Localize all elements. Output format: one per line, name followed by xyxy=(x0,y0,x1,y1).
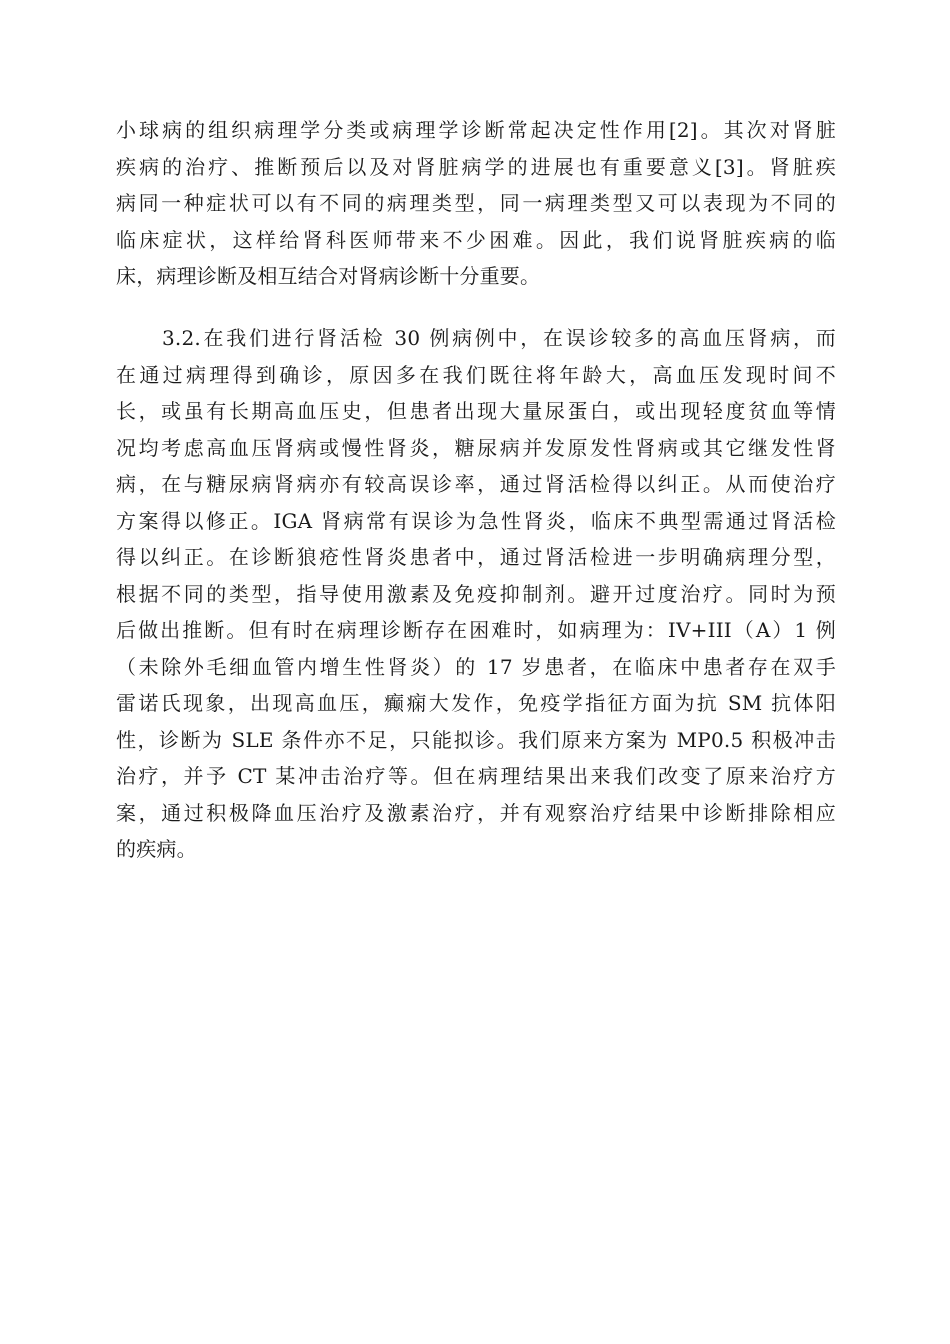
paragraph-line: 得以纠正。在诊断狼疮性肾炎患者中，通过肾活检进一步明确病理分型， xyxy=(116,545,836,569)
paragraph-line: 病，在与糖尿病肾病亦有较高误诊率，通过肾活检得以纠正。从而使治疗 xyxy=(116,472,836,496)
paragraph-line: 后做出推断。但有时在病理诊断存在困难时，如病理为：IV+III（A）1 例 xyxy=(116,618,836,642)
paragraph-2 xyxy=(116,320,836,868)
paragraph-line: 长，或虽有长期高血压史，但患者出现大量尿蛋白，或出现轻度贫血等情 xyxy=(116,399,836,423)
paragraph-line: 床，病理诊断及相互结合对肾病诊断十分重要。 xyxy=(116,264,541,288)
paragraph-line: 况均考虑高血压肾病或慢性肾炎，糖尿病并发原发性肾病或其它继发性肾 xyxy=(116,435,836,460)
paragraph-line: 小球病的组织病理学分类或病理学诊断常起决定性作用[2]。其次对肾脏 xyxy=(116,118,836,142)
paragraph-line: 3.2.在我们进行肾活检 30 例病例中，在误诊较多的高血压肾病，而 xyxy=(162,326,836,350)
paragraph-line: 的疾病。 xyxy=(116,837,197,861)
paragraph-line: 方案得以修正。IGA 肾病常有误诊为急性肾炎，临床不典型需通过肾活检 xyxy=(116,508,836,533)
paragraph-line: 治疗，并予 CT 某冲击治疗等。但在病理结果出来我们改变了原来治疗方 xyxy=(116,764,836,788)
paragraph-line: 案，通过积极降血压治疗及激素治疗，并有观察治疗结果中诊断排除相应 xyxy=(116,800,836,825)
paragraph-line: 临床症状，这样给肾科医师带来不少困难。因此，我们说肾脏疾病的临 xyxy=(116,227,836,252)
paragraph-line: 性，诊断为 SLE 条件亦不足，只能拟诊。我们原来方案为 MP0.5 积极冲击 xyxy=(116,727,836,752)
paragraph-1 xyxy=(116,112,836,295)
paragraph-line: （未除外毛细血管内增生性肾炎）的 17 岁患者，在临床中患者存在双手 xyxy=(116,654,836,679)
paragraph-line: 疾病的治疗、推断预后以及对肾脏病学的进展也有重要意义[3]。肾脏疾 xyxy=(116,154,836,179)
paragraph-line: 在通过病理得到确诊，原因多在我们既往将年龄大，高血压发现时间不 xyxy=(116,362,836,387)
paragraph-line: 病同一种症状可以有不同的病理类型，同一病理类型又可以表现为不同的 xyxy=(116,191,836,215)
paragraph-line: 根据不同的类型，指导使用激素及免疫抑制剂。避开过度治疗。同时为预 xyxy=(116,581,836,606)
paragraph-line: 雷诺氏现象，出现高血压，癫痫大发作，免疫学指征方面为抗 SM 抗体阳 xyxy=(116,691,836,715)
